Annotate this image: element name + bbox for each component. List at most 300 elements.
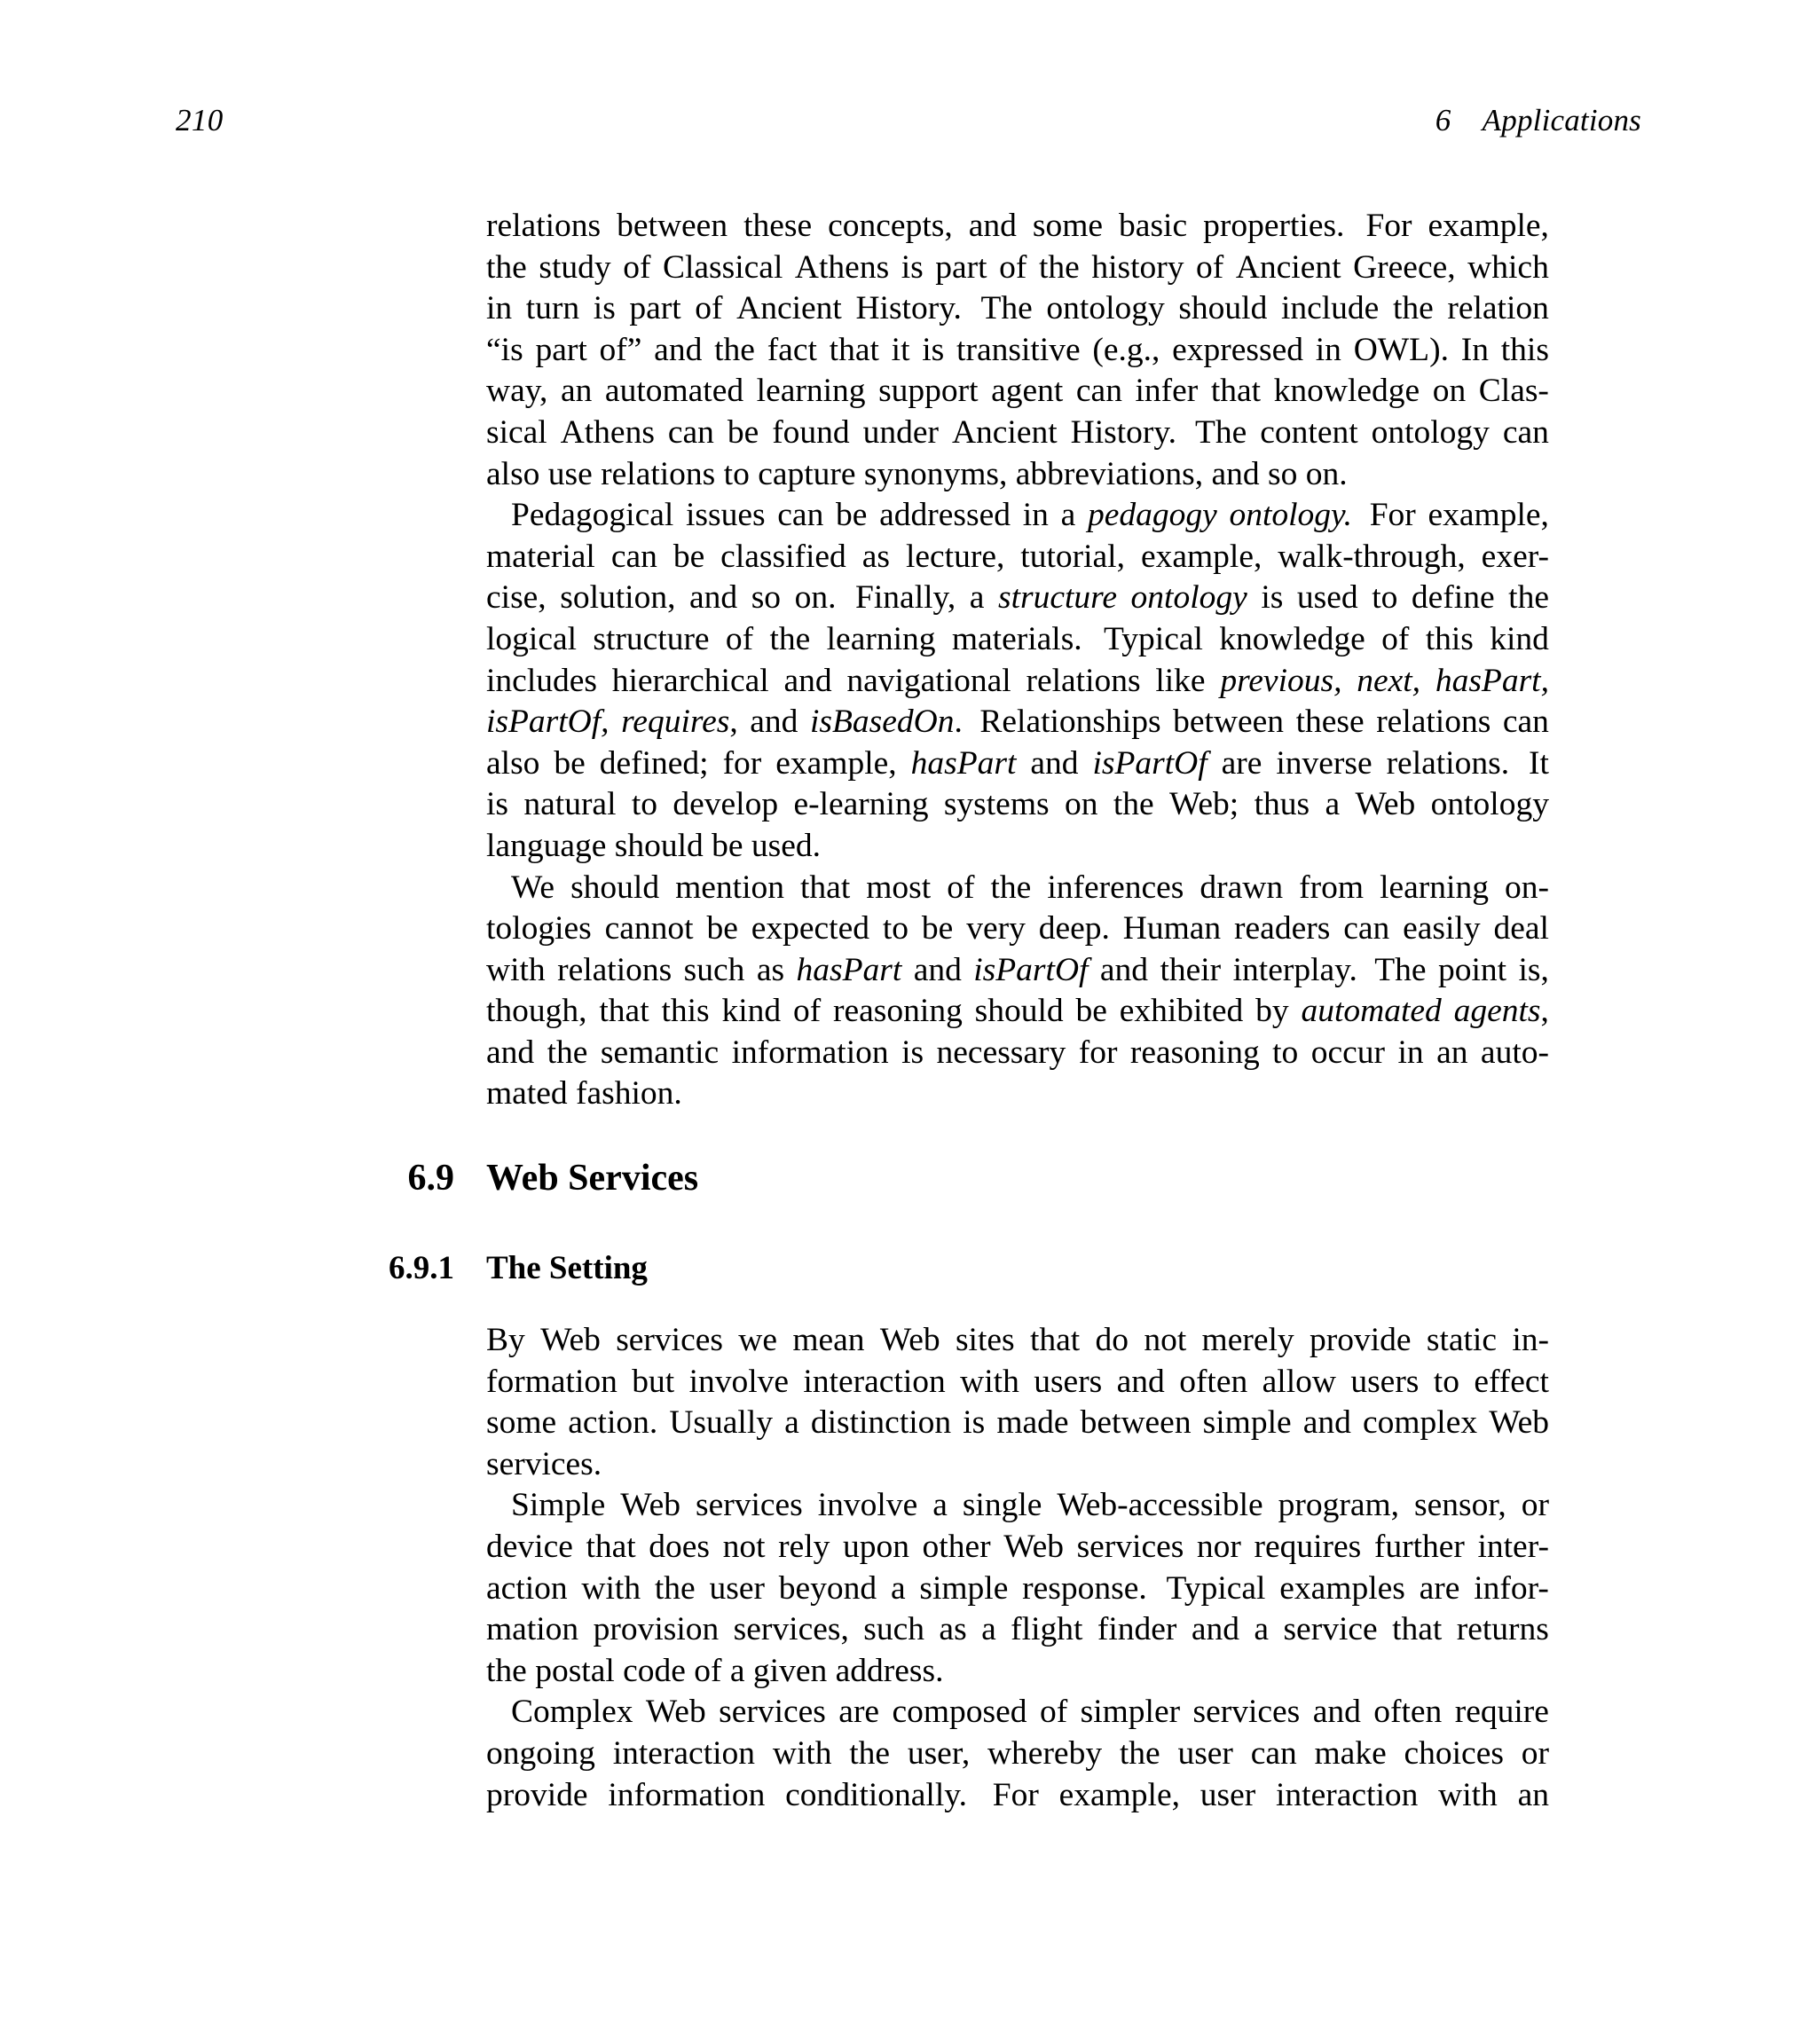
word: necessary (936, 1034, 1066, 1071)
word: involve (817, 1487, 918, 1524)
word: logical (486, 620, 578, 657)
word: and (654, 331, 703, 368)
text-line (486, 1692, 1549, 1733)
word: for (1078, 1034, 1118, 1071)
word: such (683, 951, 745, 988)
word: also (486, 744, 540, 782)
word: deep. (1038, 910, 1110, 947)
word: that (829, 331, 879, 368)
word: includes (486, 662, 597, 699)
word: made (996, 1404, 1069, 1442)
word: and (968, 208, 1017, 244)
word: the (547, 1034, 588, 1071)
word: action. (568, 1404, 658, 1442)
word: services (1076, 1528, 1184, 1565)
word: to (1272, 1034, 1299, 1071)
word: Finally, (855, 579, 956, 617)
word: Web (620, 1487, 681, 1524)
word: to (1372, 579, 1398, 617)
word: agents, (1453, 993, 1549, 1030)
word: do (1095, 1322, 1129, 1358)
word: Usually (669, 1404, 774, 1442)
word: be (1075, 993, 1107, 1030)
word: the (1508, 579, 1549, 617)
word: natural (523, 786, 617, 823)
word: sites (955, 1322, 1015, 1358)
text-line (486, 1651, 1549, 1693)
word: to (1433, 1363, 1459, 1400)
word: on (1064, 786, 1098, 823)
word: reasoning (833, 993, 963, 1030)
word: like (1155, 662, 1206, 699)
word: provision (593, 1611, 720, 1648)
word: service (1283, 1611, 1378, 1648)
word: ontology (1371, 413, 1490, 451)
word: services (1192, 1694, 1301, 1731)
word: infor- (1474, 1569, 1549, 1607)
word: For (1365, 208, 1412, 244)
word: interaction (1276, 1776, 1419, 1813)
word: with (960, 1363, 1019, 1400)
word: point (1438, 951, 1507, 988)
paragraph (486, 868, 1549, 1116)
word: Web (1355, 786, 1416, 823)
word: reasoning (1129, 1034, 1260, 1071)
word: it (891, 331, 910, 368)
word: can (1250, 1734, 1297, 1772)
word: a (1060, 497, 1076, 534)
word: require (1454, 1694, 1549, 1731)
word: should (1178, 290, 1268, 327)
word: For (1369, 497, 1416, 534)
word: the (1038, 248, 1080, 286)
word: cannot (604, 910, 694, 947)
word: make (1314, 1734, 1387, 1772)
word: very (966, 910, 1026, 947)
word: be (706, 910, 738, 947)
word: defined; (599, 744, 709, 782)
word: structure (997, 579, 1117, 617)
word: complex (1362, 1404, 1478, 1442)
word: hasPart (796, 951, 902, 988)
word: Clas- (1478, 373, 1549, 410)
word: of (1196, 248, 1224, 286)
word: learning (756, 373, 866, 410)
word: Typical (1104, 620, 1203, 657)
word: to (631, 786, 658, 823)
text-line (486, 702, 1549, 743)
text-line (486, 1485, 1549, 1527)
word: simple (919, 1569, 1009, 1607)
word: can (777, 497, 824, 534)
paragraph (486, 1692, 1549, 1816)
word: information (608, 1776, 766, 1813)
word: hasPart (910, 744, 1017, 782)
word: a (890, 1569, 906, 1607)
word: interaction (612, 1734, 756, 1772)
word: information (731, 1034, 889, 1071)
word: addressed (879, 497, 1011, 534)
word: mention (675, 869, 784, 906)
word: fact (767, 331, 817, 368)
word: we (738, 1322, 778, 1358)
word: infer (1135, 373, 1199, 410)
word: interaction (803, 1363, 946, 1400)
word: part (535, 331, 587, 368)
word: Ancient (951, 413, 1058, 451)
word: conditionally. (785, 1776, 967, 1813)
subsection-number: 6.9.1 (389, 1250, 454, 1286)
word: of (623, 248, 651, 286)
word: inferences (1047, 869, 1184, 906)
text-run: mated fashion. (486, 1075, 682, 1112)
word: properties. (1203, 208, 1345, 244)
word: and (1116, 1363, 1165, 1400)
word: content (1260, 413, 1358, 451)
word: in (1315, 331, 1341, 368)
running-head (0, 99, 1817, 153)
word: example, (1058, 1776, 1180, 1813)
text-run: services. (486, 1445, 602, 1482)
word: way, (486, 373, 548, 410)
word: relations. (1386, 744, 1510, 782)
word: concepts, (828, 208, 953, 244)
text-line (486, 248, 1549, 289)
word: a (784, 1404, 799, 1442)
word: user, (907, 1734, 971, 1772)
section-number: 6.9 (407, 1158, 454, 1199)
word: example, (1140, 538, 1262, 575)
word: learning (826, 620, 936, 657)
text-line (486, 454, 1549, 496)
word: user (1177, 1734, 1233, 1772)
word: the (990, 869, 1032, 906)
word: be (921, 910, 954, 947)
word: automated (604, 373, 744, 410)
word: interplay. (1232, 951, 1357, 988)
word: does (649, 1528, 710, 1565)
word: of (695, 290, 723, 327)
word: hasPart, (1435, 662, 1549, 699)
page-number: 210 (176, 103, 224, 138)
word: Ancient (736, 290, 842, 327)
word: static (1426, 1322, 1497, 1358)
word: can (1502, 413, 1549, 451)
word: found (772, 413, 850, 451)
word: services (616, 1322, 723, 1358)
word: involve (688, 1363, 790, 1400)
word: example, (1428, 497, 1549, 534)
word: such (863, 1611, 924, 1648)
word: can (1075, 373, 1122, 410)
word: isPartOf, (486, 704, 610, 741)
word: is (901, 248, 924, 286)
word: be (836, 497, 868, 534)
word: and (486, 1034, 535, 1071)
word: program, (1278, 1487, 1400, 1524)
word: agent (991, 373, 1064, 410)
word: isBasedOn. (809, 704, 963, 741)
word: by (1255, 993, 1289, 1030)
word: rely (778, 1528, 830, 1565)
word: Web-accessible (1057, 1487, 1263, 1524)
word: cise, (486, 579, 547, 617)
text-run: language should be used. (486, 827, 821, 864)
word: provide (1309, 1322, 1412, 1358)
word: History. (1070, 413, 1177, 451)
word: not (1144, 1322, 1187, 1358)
word: sical (486, 413, 547, 451)
word: an (560, 373, 593, 410)
word: turn (525, 290, 580, 327)
word: that (599, 993, 649, 1030)
word: the (714, 331, 755, 368)
word: relations (1026, 662, 1141, 699)
word: simpler (1080, 1694, 1181, 1731)
word: is (963, 1404, 986, 1442)
word: of (1039, 1694, 1068, 1731)
word: systems (943, 786, 1050, 823)
word: Typical (1166, 1569, 1266, 1607)
word: It (1529, 744, 1549, 782)
word: response. (1022, 1569, 1147, 1607)
word: hierarchical (611, 662, 769, 699)
text-line (486, 1527, 1549, 1568)
word: The (1374, 951, 1427, 988)
word: and (1099, 951, 1149, 988)
word: ontology (1046, 290, 1165, 327)
word: and (1191, 1611, 1239, 1648)
word: often (1179, 1363, 1248, 1400)
word: an (1517, 1776, 1549, 1813)
word: “is (486, 331, 523, 368)
paragraph (486, 1320, 1549, 1485)
word: and (1302, 1404, 1351, 1442)
word: composed (892, 1694, 1027, 1731)
text-line (486, 330, 1549, 372)
word: By (486, 1322, 525, 1358)
word: knowledge (1273, 373, 1420, 410)
word: that (1392, 1611, 1443, 1648)
word: used (1296, 579, 1358, 617)
word: thus (1254, 786, 1310, 823)
word: part (629, 290, 681, 327)
word: with (581, 1569, 641, 1607)
word: for (722, 744, 762, 782)
word: action (486, 1569, 568, 1607)
word: some (486, 1404, 557, 1442)
word: beyond (778, 1569, 877, 1607)
word: that (1029, 1322, 1081, 1358)
word: drawn (1200, 869, 1284, 906)
word: can (1343, 910, 1390, 947)
word: of” (599, 331, 642, 368)
word: exer- (1481, 538, 1549, 575)
word: is (901, 1034, 924, 1071)
word: upon (842, 1528, 909, 1565)
text-line (486, 950, 1549, 992)
word: a (969, 579, 985, 617)
word: can (667, 413, 714, 451)
text-line (486, 868, 1549, 909)
word: with (772, 1734, 832, 1772)
word: isPartOf (973, 951, 1089, 988)
word: OWL). (1353, 331, 1449, 368)
word: the (1113, 786, 1154, 823)
word: is (1261, 579, 1284, 617)
word: in (1397, 1034, 1424, 1071)
word: the (1392, 290, 1434, 327)
word: develop (673, 786, 779, 823)
text-line (486, 908, 1549, 950)
text-line (486, 661, 1549, 703)
word: the (654, 1569, 696, 1607)
word: nor (1196, 1528, 1241, 1565)
word: pedagogy (1087, 497, 1217, 534)
word: simple (1202, 1404, 1292, 1442)
word: part (935, 248, 987, 286)
word: should (974, 993, 1064, 1030)
word: The (980, 290, 1033, 327)
word: single (962, 1487, 1042, 1524)
word: choices (1404, 1734, 1504, 1772)
word: is, (1518, 951, 1549, 988)
word: ontology (1130, 579, 1247, 617)
word: Classical (662, 248, 783, 286)
word: should (570, 869, 660, 906)
word: materials. (951, 620, 1082, 657)
word: of (999, 248, 1027, 286)
word: services, (733, 1611, 849, 1648)
word: which (1467, 248, 1549, 286)
body-text-column-top (486, 206, 1549, 1115)
word: the (1119, 1734, 1160, 1772)
word: study (539, 248, 611, 286)
text-line (486, 495, 1549, 537)
word: Pedagogical (511, 497, 674, 534)
word: is (593, 290, 616, 327)
text-line (486, 619, 1549, 661)
word: sensor, (1414, 1487, 1506, 1524)
word: though, (486, 993, 587, 1030)
word: mean (792, 1322, 865, 1358)
word: Complex (511, 1694, 633, 1731)
word: inter- (1477, 1528, 1549, 1565)
word: this (1425, 620, 1474, 657)
word: issues (685, 497, 766, 534)
text-run: the postal code of a given address. (486, 1652, 944, 1689)
word: Web; (1169, 786, 1239, 823)
word: merely (1201, 1322, 1294, 1358)
word: history (1091, 248, 1184, 286)
word: auto- (1480, 1034, 1549, 1071)
text-line (486, 1403, 1549, 1444)
word: e-learning (793, 786, 929, 823)
word: services (696, 1487, 803, 1524)
text-line (486, 537, 1549, 578)
word: in (1022, 497, 1049, 534)
word: and (1030, 744, 1079, 782)
word: learning (1380, 869, 1489, 906)
word: tutorial, (1020, 538, 1125, 575)
word: returns (1456, 1611, 1549, 1648)
word: with (486, 951, 546, 988)
word: is (486, 786, 509, 823)
word: a (981, 1611, 996, 1648)
word: support (878, 373, 979, 410)
word: of (725, 620, 754, 657)
word: relations (486, 208, 602, 244)
word: user (1200, 1776, 1256, 1813)
word: whereby (987, 1734, 1103, 1772)
word: but (632, 1363, 675, 1400)
word: expressed (1172, 331, 1303, 368)
paragraph (486, 495, 1549, 867)
word: device (486, 1528, 573, 1565)
word: a (1325, 786, 1341, 823)
word: material (486, 538, 595, 575)
word: relations (557, 951, 673, 988)
word: inverse (1276, 744, 1373, 782)
word: most (866, 869, 932, 906)
word: and (783, 662, 832, 699)
word: between (617, 208, 728, 244)
chapter-running-title: 6 Applications (1435, 103, 1641, 138)
word: Greece, (1353, 248, 1456, 286)
word: For (992, 1776, 1039, 1813)
word: knowledge (1219, 620, 1365, 657)
word: automated (1301, 993, 1442, 1030)
word: relations (1376, 704, 1491, 741)
text-line (486, 1775, 1549, 1817)
word: under (862, 413, 940, 451)
word: walk-through, (1278, 538, 1466, 575)
word: lecture, (905, 538, 1005, 575)
word: define (1411, 579, 1495, 617)
word: between (1080, 1404, 1192, 1442)
word: and (913, 951, 962, 988)
text-line (486, 1568, 1549, 1610)
word: of (1381, 620, 1410, 657)
word: these (1295, 704, 1365, 741)
word: their (1160, 951, 1222, 988)
word: are (1221, 744, 1262, 782)
word: as (939, 1611, 967, 1648)
word: Web (1489, 1404, 1549, 1442)
word: navigational (846, 662, 1011, 699)
word: structure (593, 620, 710, 657)
word: exhibited (1119, 993, 1244, 1030)
word: provide (486, 1776, 588, 1813)
word: ontology. (1229, 497, 1352, 534)
word: as (756, 951, 785, 988)
text-line (486, 1073, 1549, 1115)
word: Athens (794, 248, 890, 286)
word: the (486, 248, 527, 286)
word: flight (1011, 1611, 1083, 1648)
word: of (947, 869, 975, 906)
word: of (792, 993, 822, 1030)
word: Human (1122, 910, 1222, 947)
word: further (1373, 1528, 1465, 1565)
word: that (1210, 373, 1262, 410)
word: examples (1279, 1569, 1405, 1607)
word: next, (1357, 662, 1421, 699)
text-line (486, 1609, 1549, 1651)
word: finder (1097, 1611, 1177, 1648)
paragraph (486, 206, 1549, 495)
word: ongoing (486, 1734, 595, 1772)
